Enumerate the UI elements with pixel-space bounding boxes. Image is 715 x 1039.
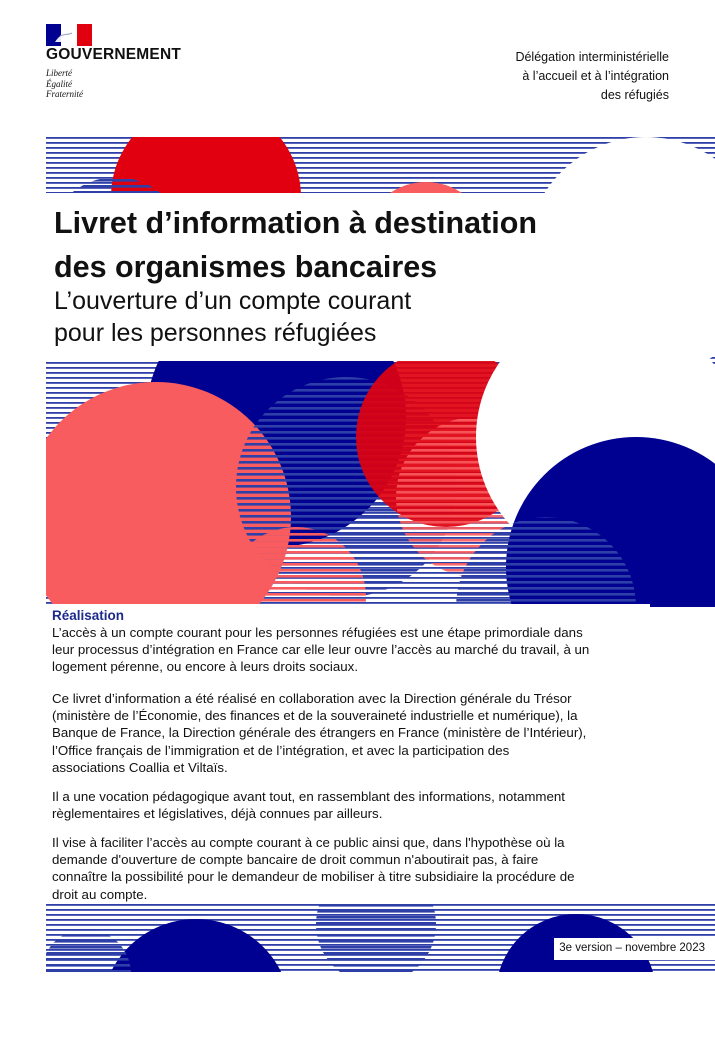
text-line: demande d'ouverture de compte bancaire de droit commun n'aboutirait pas, à faire: [52, 852, 539, 868]
version-box: [554, 938, 715, 960]
title-line: des organismes bancaires: [54, 250, 438, 284]
text-line: leur processus d’intégration en France car elle leur ouvre l’accès au marché du travail, à un: [52, 642, 590, 658]
government-title: GOUVERNEMENT: [46, 46, 182, 63]
motto-fraternite: Fraternité: [46, 89, 83, 99]
realisation-section: [46, 604, 650, 904]
title-box: [46, 193, 643, 361]
text-line: Ce livret d’information a été réalisé en collaboration avec la Direction générale du Trésor: [52, 691, 572, 706]
marianne-flag-icon: [46, 24, 92, 46]
text-line: règlementaires et législatives, déjà connues par ailleurs.: [52, 806, 383, 822]
delegation-line: Délégation interministérielle: [515, 50, 669, 64]
republic-motto: [46, 68, 83, 100]
text-line: Il a une vocation pédagogique avant tout, en rassemblant des informations, notamment: [52, 789, 565, 804]
text-line: logement pérenne, ou encore à leurs droits sociaux.: [52, 659, 359, 675]
paragraph: [52, 834, 642, 903]
subtitle-line: L’ouverture d’un compte courant: [54, 287, 412, 315]
motto-liberte: Liberté: [46, 68, 72, 78]
text-line: connaître la possibilité pour le demandeur de mobiliser à titre subsidiaire la procédure de: [52, 869, 575, 885]
text-line: l’Office français de l’immigration et de l’intégration, et avec la participation des: [52, 742, 510, 758]
delegation-line: à l’accueil et à l’intégration: [522, 69, 669, 83]
document-subtitle: [54, 285, 411, 349]
text-line: Il vise à faciliter l’accès au compte courant à ce public ainsi que, dans l'hypothèse où la: [52, 835, 565, 850]
text-line: associations Coallia et Viltaïs.: [52, 759, 228, 775]
text-line: (ministère de l’Économie, des finances et de la souveraineté industrielle et numérique), la: [52, 708, 578, 724]
paragraph: [52, 788, 642, 822]
motto-egalite: Égalité: [46, 78, 72, 89]
text-line: L’accès à un compte courant pour les personnes réfugiées est une étape primordiale dans: [52, 625, 583, 640]
text-line: Banque de France, la Direction générale des étrangers en France (ministère de l’Intérieur),: [52, 725, 587, 741]
title-line: Livret d’information à destination: [54, 206, 537, 240]
section-heading: Réalisation: [52, 608, 125, 623]
paragraph: [52, 624, 642, 676]
document-title: [54, 201, 537, 289]
subtitle-line: pour les personnes réfugiées: [54, 319, 377, 347]
paragraph: [52, 690, 642, 776]
text-line: droit au compte.: [52, 886, 148, 902]
delegation-line: des réfugiés: [600, 88, 669, 102]
delegation-name: [515, 48, 669, 105]
version-label: 3e version – novembre 2023: [559, 942, 705, 954]
